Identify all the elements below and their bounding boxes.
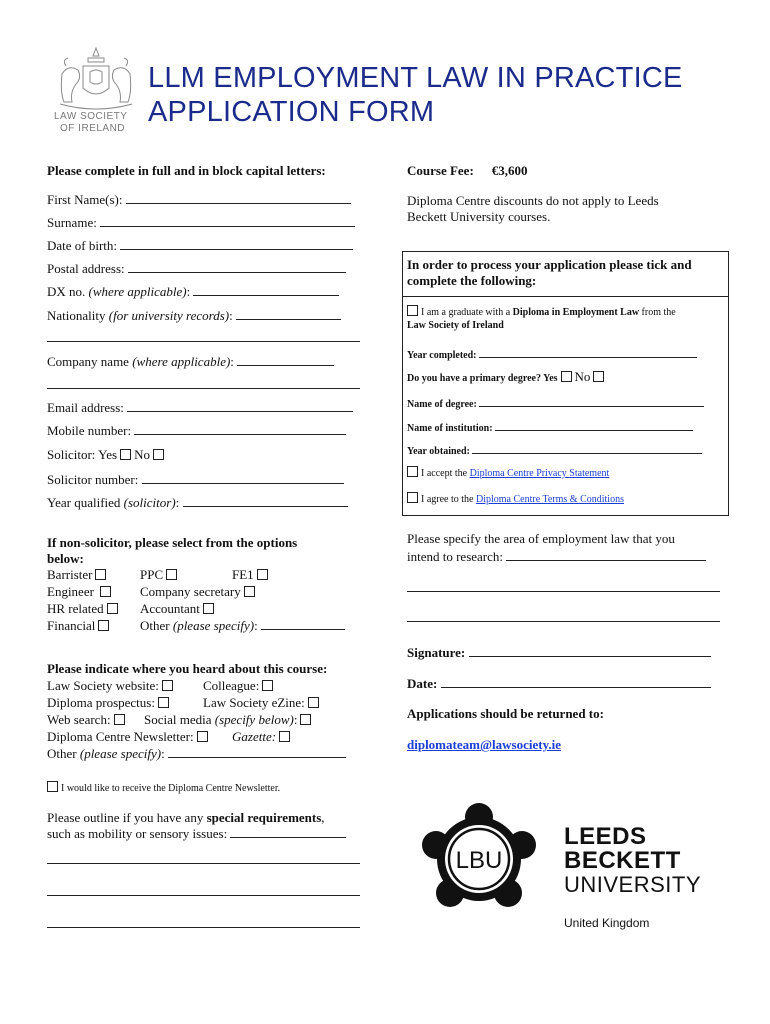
- option-hr[interactable]: [47, 601, 121, 617]
- primary-no-label: No: [574, 369, 591, 384]
- discount-note-2: Beckett University courses.: [407, 209, 551, 224]
- primary-yes-checkbox[interactable]: [561, 371, 572, 382]
- accountant-checkbox[interactable]: [203, 603, 214, 614]
- company-line-2[interactable]: [47, 388, 360, 389]
- heard-newsletter[interactable]: [47, 729, 211, 745]
- checklist-heading-2: complete the following:: [407, 273, 537, 288]
- solicitor-no-label: No: [134, 447, 150, 462]
- name-of-degree-field[interactable]: [407, 395, 704, 411]
- rose-emblem-icon: [414, 803, 544, 915]
- dx-label: DX no.: [47, 284, 86, 299]
- postal-address-label: Postal address:: [47, 261, 125, 276]
- agree-terms-text: I agree to the: [421, 494, 474, 505]
- course-fee: [407, 163, 528, 179]
- other-label: Other: [140, 618, 170, 633]
- newsletter-optin[interactable]: [47, 781, 280, 795]
- logo-text-2: OF IRELAND: [60, 123, 126, 134]
- first-name-field[interactable]: [47, 192, 351, 208]
- agree-terms-row[interactable]: [407, 492, 624, 506]
- ezine-label: Law Society eZine:: [203, 695, 305, 710]
- year-completed-label: Year completed:: [407, 350, 477, 361]
- newsletter-label: Diploma Centre Newsletter:: [47, 729, 194, 744]
- year-qualified-label: Year qualified: [47, 495, 121, 510]
- solicitor-choice: [47, 447, 167, 463]
- ppc-checkbox[interactable]: [166, 569, 177, 580]
- dx-field[interactable]: DX no. (where applicable):: [47, 284, 339, 300]
- heard-prospectus[interactable]: [47, 695, 172, 711]
- heard-heading: Please indicate where you heard about this course:: [47, 661, 328, 676]
- accountant-label: Accountant: [140, 601, 200, 616]
- terms-conditions-link[interactable]: Diploma Centre Terms & Conditions: [475, 494, 624, 505]
- hr-label: HR related: [47, 601, 104, 616]
- option-barrister[interactable]: [47, 567, 109, 583]
- nationality-note: (for university records): [108, 308, 230, 323]
- special-text-b: special requirements: [206, 810, 322, 825]
- engineer-label: Engineer: [47, 584, 94, 599]
- solicitor-no-checkbox[interactable]: [153, 449, 164, 460]
- agree-terms-checkbox[interactable]: [407, 492, 418, 503]
- signature-field[interactable]: [407, 645, 711, 661]
- web-search-checkbox[interactable]: [114, 714, 125, 725]
- ezine-checkbox[interactable]: [308, 697, 319, 708]
- company-secretary-checkbox[interactable]: [244, 586, 255, 597]
- return-email-link[interactable]: diplomateam@lawsociety.ie: [407, 737, 561, 752]
- option-ppc[interactable]: [140, 567, 180, 583]
- heard-gazette[interactable]: [232, 729, 293, 745]
- nationality-label: Nationality: [47, 308, 106, 323]
- page-title-line-2: APPLICATION FORM: [148, 96, 435, 128]
- non-solicitor-heading-1: If non-solicitor, please select from the options: [47, 535, 298, 550]
- special-line-b[interactable]: [47, 895, 360, 896]
- law-society-logo: [50, 44, 142, 136]
- ls-website-checkbox[interactable]: [162, 680, 173, 691]
- checklist-heading-1: In order to process your application please tick and: [407, 257, 692, 272]
- primary-no-checkbox[interactable]: [593, 371, 604, 382]
- company-note: (where applicable): [132, 354, 231, 369]
- gazette-label: Gazette:: [232, 729, 277, 744]
- special-requirements-line-1: Please outline if you have any special requirements,: [47, 810, 325, 825]
- financial-label: Financial: [47, 618, 96, 633]
- discount-note-1: Diploma Centre discounts do not apply to Leeds: [407, 193, 659, 208]
- fe1-label: FE1: [232, 567, 254, 582]
- year-qualified-note: (solicitor): [123, 495, 176, 510]
- lbu-country: United Kingdom: [564, 916, 650, 930]
- heard-social[interactable]: Social media (specify below):: [144, 712, 314, 728]
- option-other[interactable]: Other (please specify):: [140, 618, 345, 634]
- date-label: Date:: [407, 676, 438, 691]
- option-financial[interactable]: [47, 618, 112, 634]
- primary-degree-row: [407, 370, 607, 385]
- hr-checkbox[interactable]: [107, 603, 118, 614]
- heard-ls-website[interactable]: [47, 678, 176, 694]
- heard-ezine[interactable]: [203, 695, 322, 711]
- leeds-beckett-logo: [414, 803, 714, 938]
- graduate-row[interactable]: [407, 305, 676, 319]
- name-of-institution-label: Name of institution:: [407, 423, 493, 434]
- special-text-c: such as mobility or sensory issues:: [47, 826, 228, 841]
- surname-label: Surname:: [47, 215, 97, 230]
- mobile-field[interactable]: [47, 423, 346, 439]
- research-line-1: Please specify the area of employment law that you: [407, 531, 675, 546]
- prospectus-label: Diploma prospectus:: [47, 695, 155, 710]
- fe1-checkbox[interactable]: [257, 569, 268, 580]
- prospectus-checkbox[interactable]: [158, 697, 169, 708]
- postal-address-field[interactable]: [47, 261, 346, 277]
- accept-privacy-row[interactable]: [407, 466, 609, 480]
- email-label: Email address:: [47, 400, 124, 415]
- lbu-name-line-3: UNIVERSITY: [564, 872, 702, 897]
- accept-privacy-checkbox[interactable]: [407, 466, 418, 477]
- year-completed-field[interactable]: [407, 346, 697, 362]
- option-engineer[interactable]: [47, 584, 114, 600]
- primary-degree-label: Do you have a primary degree? Yes: [407, 373, 558, 384]
- heard-other-note: (please specify): [79, 746, 162, 761]
- course-fee-value: €3,600: [491, 163, 528, 178]
- barrister-checkbox[interactable]: [95, 569, 106, 580]
- surname-field[interactable]: [47, 215, 355, 231]
- block-capitals-instruction: Please complete in full and in block capital letters:: [47, 163, 326, 178]
- other-note: (please specify): [172, 618, 255, 633]
- company-field[interactable]: Company name (where applicable):: [47, 354, 334, 370]
- newsletter-optin-label: I would like to receive the Diploma Centre Newsletter.: [61, 783, 281, 794]
- name-of-degree-label: Name of degree:: [407, 399, 477, 410]
- special-line-a[interactable]: [47, 863, 360, 864]
- graduate-checkbox[interactable]: [407, 305, 418, 316]
- barrister-label: Barrister: [47, 567, 93, 582]
- graduate-text-a: I am a graduate with a: [421, 307, 511, 318]
- nationality-line-2[interactable]: [47, 341, 360, 342]
- gazette-checkbox[interactable]: [279, 731, 290, 742]
- date-field[interactable]: [407, 676, 711, 692]
- graduate-row-2: Law Society of Ireland: [407, 320, 504, 331]
- engineer-checkbox[interactable]: [100, 586, 111, 597]
- web-search-label: Web search:: [47, 712, 111, 727]
- solicitor-number-field[interactable]: [47, 472, 344, 488]
- privacy-statement-link[interactable]: Diploma Centre Privacy Statement: [469, 468, 610, 479]
- year-obtained-label: Year obtained:: [407, 446, 470, 457]
- research-line-b[interactable]: [407, 621, 720, 622]
- checklist-separator: [402, 296, 728, 297]
- special-line-c[interactable]: [47, 927, 360, 928]
- solicitor-number-label: Solicitor number:: [47, 472, 139, 487]
- dob-field[interactable]: [47, 238, 353, 254]
- research-field[interactable]: [407, 549, 706, 565]
- year-obtained-field[interactable]: [407, 442, 702, 458]
- heard-colleague[interactable]: [203, 678, 276, 694]
- email-field[interactable]: [47, 400, 353, 416]
- heard-other[interactable]: Other (please specify):: [47, 746, 346, 762]
- accept-privacy-text: I accept the: [421, 468, 468, 479]
- graduate-text-c: from the: [641, 307, 676, 318]
- financial-checkbox[interactable]: [98, 620, 109, 631]
- dob-label: Date of birth:: [47, 238, 118, 253]
- solicitor-yes-checkbox[interactable]: [120, 449, 131, 460]
- social-label: Social media: [144, 712, 212, 727]
- nationality-field[interactable]: Nationality (for university records):: [47, 308, 341, 324]
- newsletter-checkbox[interactable]: [197, 731, 208, 742]
- lbu-name-line-1: LEEDS: [564, 823, 647, 850]
- special-text-a: Please outline if you have any: [47, 810, 204, 825]
- dx-note: (where applicable): [88, 284, 187, 299]
- option-company-secretary[interactable]: [140, 584, 258, 600]
- newsletter-optin-checkbox[interactable]: [47, 781, 58, 792]
- lbu-emblem-text: LBU: [455, 847, 503, 874]
- research-label: intend to research:: [407, 549, 504, 564]
- heard-other-label: Other: [47, 746, 77, 761]
- ppc-label: PPC: [140, 567, 164, 582]
- special-requirements-line-2[interactable]: [47, 826, 346, 842]
- logo-text-1: LAW SOCIETY: [54, 111, 128, 122]
- solicitor-label: Solicitor: Yes: [47, 447, 118, 462]
- option-fe1[interactable]: [232, 567, 271, 583]
- return-label: Applications should be returned to:: [407, 706, 604, 721]
- option-accountant[interactable]: [140, 601, 217, 617]
- non-solicitor-heading-2: below:: [47, 551, 84, 566]
- page-title-line-1: LLM EMPLOYMENT LAW IN PRACTICE: [148, 62, 683, 94]
- social-checkbox[interactable]: [300, 714, 311, 725]
- course-fee-label: Course Fee:: [407, 163, 474, 178]
- name-of-institution-field[interactable]: [407, 419, 693, 435]
- company-secretary-label: Company secretary: [140, 584, 241, 599]
- company-label: Company name: [47, 354, 129, 369]
- heard-web-search[interactable]: [47, 712, 128, 728]
- research-line-a[interactable]: [407, 591, 720, 592]
- ls-website-label: Law Society website:: [47, 678, 159, 693]
- first-name-label: First Name(s):: [47, 192, 123, 207]
- social-note: (specify below): [214, 712, 294, 727]
- lbu-name-line-2: BECKETT: [564, 847, 681, 874]
- colleague-label: Colleague:: [203, 678, 260, 693]
- mobile-label: Mobile number:: [47, 423, 132, 438]
- graduate-text-b: Diploma in Employment Law: [512, 307, 640, 318]
- colleague-checkbox[interactable]: [262, 680, 273, 691]
- signature-label: Signature:: [407, 645, 466, 660]
- year-qualified-field[interactable]: Year qualified (solicitor):: [47, 495, 348, 511]
- crest-icon: [50, 44, 142, 114]
